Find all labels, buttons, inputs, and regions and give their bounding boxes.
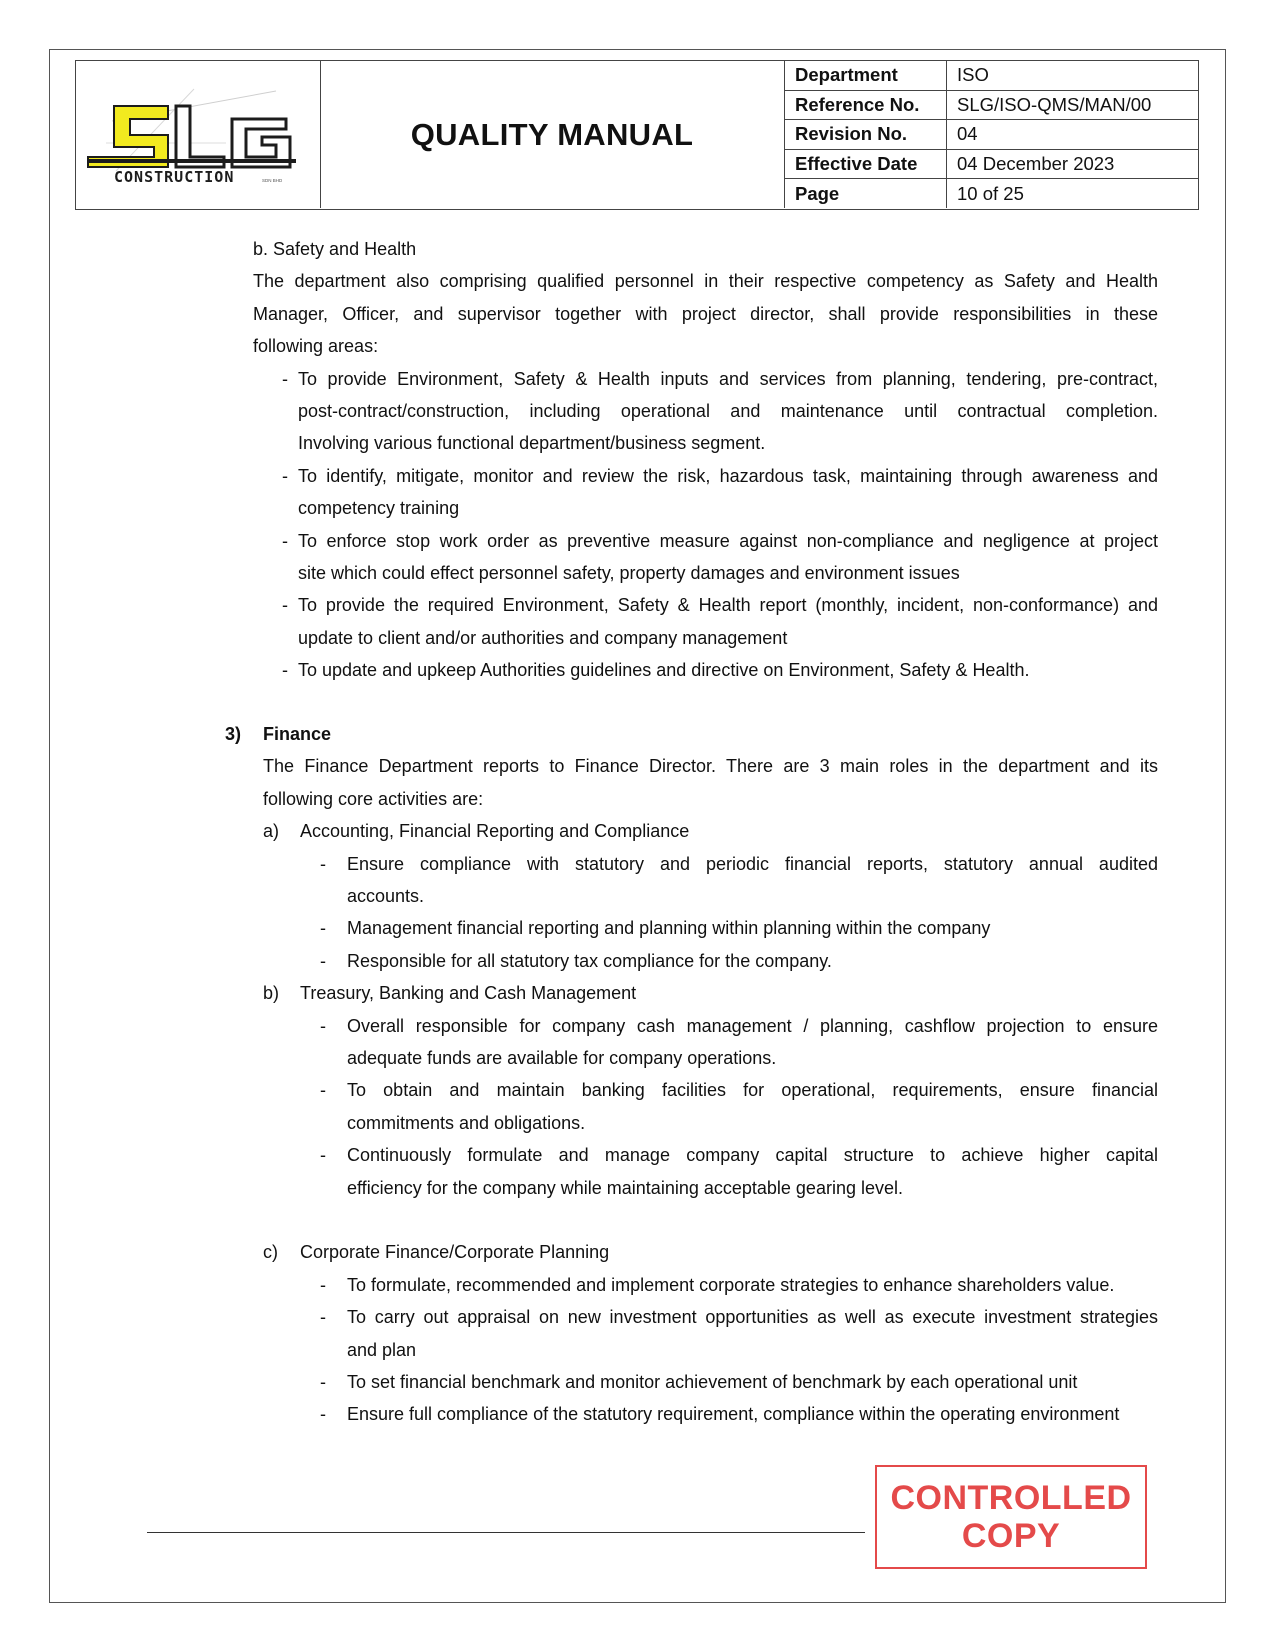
bullet-line: To enforce stop work order as preventive measure against non-compliance and negligence at project (298, 530, 1158, 551)
bullet-line: Ensure full compliance of the statutory requirement, compliance within the operating environment (347, 1404, 1120, 1425)
stamp-line-2: COPY (961, 1517, 1061, 1555)
bullet-line: To update and upkeep Authorities guidelines and directive on Environment, Safety & Health. (298, 660, 1030, 681)
paragraph-line: following core activities are: (263, 788, 484, 809)
logo-reg-text: SDN BHD (262, 178, 283, 183)
bullet-line: adequate funds are available for company operations. (347, 1048, 777, 1068)
subsection-title: Treasury, Banking and Cash Management (300, 983, 637, 1004)
bullet-dash: - (320, 918, 326, 939)
bullet-dash: - (320, 1015, 326, 1036)
bullet-dash: - (320, 853, 326, 874)
section-number: 3) (225, 724, 242, 744)
bullet-line: To carry out appraisal on new investment opportunities as well as execute investment strategies (347, 1307, 1158, 1328)
control-value: 04 December 2023 (947, 149, 1199, 178)
bullet-line: post-contract/construction, including operational and maintenance until contractual completion. (298, 401, 1158, 421)
document-control-table (784, 61, 1198, 208)
bullet-dash: - (320, 1372, 326, 1392)
control-key: Department (785, 61, 947, 90)
control-key: Effective Date (785, 149, 947, 178)
subsection-title: Accounting, Financial Reporting and Compliance (300, 821, 690, 842)
company-logo (76, 61, 321, 208)
bullet-dash: - (320, 1080, 326, 1101)
control-row (785, 179, 1199, 208)
bullet-line: To provide Environment, Safety & Health inputs and services from planning, tendering, pre-contract, (298, 368, 1158, 389)
bullet-line: Responsible for all statutory tax compliance for the company. (347, 950, 832, 971)
subsection-letter: b) (263, 983, 280, 1004)
bullet-line: To set financial benchmark and monitor achievement of benchmark by each operational unit (347, 1372, 1078, 1392)
control-value: 10 of 25 (947, 179, 1199, 208)
control-key: Revision No. (785, 120, 947, 149)
bullet-line: To provide the required Environment, Safety & Health report (monthly, incident, non-conformance) and (298, 595, 1158, 616)
control-value: SLG/ISO-QMS/MAN/00 (947, 90, 1199, 119)
control-key: Reference No. (785, 90, 947, 119)
bullet-line: Involving various functional department/business segment. (298, 433, 766, 454)
control-value: ISO (957, 64, 989, 86)
controlled-copy-stamp (875, 1465, 1147, 1569)
bullet-dash: - (320, 1404, 326, 1425)
control-key: Page (785, 179, 947, 208)
document-header (75, 60, 1199, 210)
paragraph-line: following areas: (253, 336, 379, 357)
document-title: QUALITY MANUAL (410, 116, 694, 152)
bullet-dash: - (282, 660, 288, 681)
subsection-letter: c) (263, 1242, 278, 1263)
bullet-line: commitments and obligations. (347, 1112, 586, 1133)
stamp-line-1: CONTROLLED (890, 1479, 1132, 1517)
bullet-line: efficiency for the company while maintaining acceptable gearing level. (347, 1177, 903, 1198)
section-heading: b. Safety and Health (253, 239, 417, 259)
slg-logo-icon (76, 61, 320, 208)
bullet-dash: - (320, 1145, 326, 1166)
subsection-title: Corporate Finance/Corporate Planning (300, 1242, 610, 1263)
bullet-dash: - (282, 530, 288, 551)
section-heading: Finance (263, 724, 332, 744)
bullet-line: Ensure compliance with statutory and periodic financial reports, statutory annual audited (347, 853, 1158, 874)
subsection-letter: a) (263, 821, 280, 842)
footer-rule (147, 1532, 865, 1533)
bullet-line: To obtain and maintain banking facilities for operational, requirements, ensure financial (347, 1080, 1158, 1101)
bullet-line: accounts. (347, 886, 425, 906)
bullet-line: competency training (298, 498, 460, 519)
control-row (785, 61, 1199, 90)
control-row (785, 90, 1199, 119)
bullet-line: and plan (347, 1339, 417, 1360)
bullet-dash: - (320, 1274, 326, 1295)
bullet-dash: - (320, 950, 326, 971)
logo-sub-text: CONSTRUCTION (114, 168, 235, 186)
control-row (785, 149, 1199, 178)
control-value: 04 (947, 120, 1199, 149)
paragraph-line: Manager, Officer, and supervisor together with project director, shall provide responsibilities in these (253, 303, 1158, 324)
control-row (785, 120, 1199, 149)
bullet-line: Continuously formulate and manage company capital structure to achieve higher capital (347, 1145, 1158, 1166)
bullet-line: Management financial reporting and planning within planning within the company (347, 918, 991, 939)
bullet-line: To formulate, recommended and implement corporate strategies to enhance shareholders value. (347, 1274, 1115, 1295)
bullet-line: update to client and/or authorities and company management (298, 627, 788, 648)
bullet-dash: - (282, 465, 288, 486)
bullet-dash: - (320, 1307, 326, 1328)
bullet-line: site which could effect personnel safety, property damages and environment issues (298, 563, 960, 583)
bullet-dash: - (282, 368, 288, 389)
paragraph-line: The department also comprising qualified personnel in their respective competency as Safety and Health (253, 271, 1158, 292)
bullet-line: Overall responsible for company cash management / planning, cashflow projection to ensure (347, 1015, 1158, 1036)
bullet-line: To identify, mitigate, monitor and review the risk, hazardous task, maintaining through awareness and (298, 465, 1158, 486)
paragraph-line: The Finance Department reports to Finance Director. There are 3 main roles in the department and its (263, 756, 1158, 777)
bullet-dash: - (282, 595, 288, 616)
